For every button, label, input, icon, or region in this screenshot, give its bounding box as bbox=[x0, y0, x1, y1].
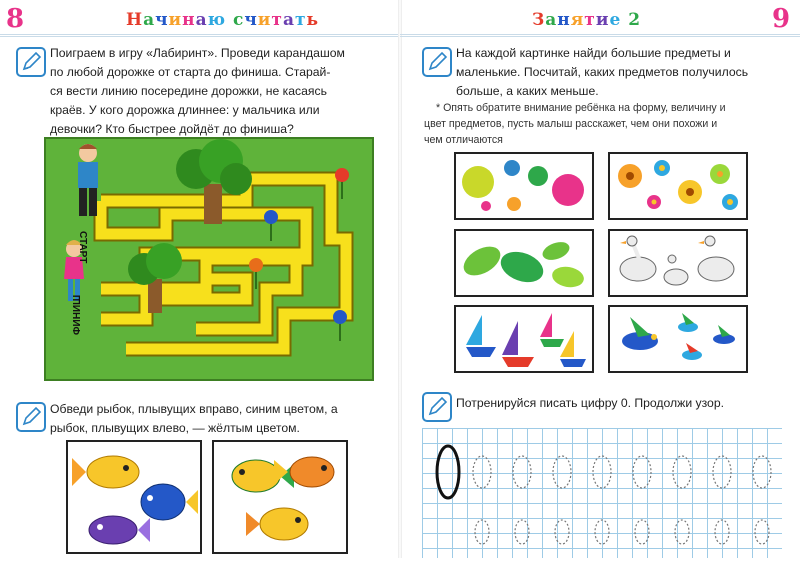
page-title-left bbox=[126, 10, 319, 30]
ruled-line bbox=[0, 34, 400, 35]
ball-icon bbox=[552, 174, 584, 206]
parent-note: * Опять обратите внимание ребёнка на форму, величину и цвет предметов, пусть малыш расскажет, чем они похожи и чем отличаются bbox=[424, 102, 726, 146]
fish-icon bbox=[72, 456, 139, 488]
page-title-right bbox=[532, 10, 641, 30]
birds-box bbox=[608, 305, 748, 373]
geese-box bbox=[608, 229, 748, 297]
balls-box bbox=[454, 152, 594, 220]
zero-pattern bbox=[422, 428, 782, 558]
goose-icon bbox=[620, 236, 656, 281]
fish-icon bbox=[141, 484, 198, 520]
sailboat-icon bbox=[560, 331, 586, 367]
title-letter: а bbox=[545, 10, 558, 30]
fish-icon bbox=[89, 516, 150, 544]
left-page bbox=[0, 0, 400, 558]
title-letter: а bbox=[282, 10, 295, 30]
task-pencil-icon bbox=[422, 392, 452, 422]
title-letter: ь bbox=[306, 10, 320, 30]
page-number-left: 8 bbox=[6, 4, 25, 34]
task-pencil-icon bbox=[16, 402, 46, 432]
title-letter: т bbox=[294, 10, 307, 30]
title-letter: и bbox=[168, 10, 183, 30]
fish-box-2 bbox=[212, 440, 348, 554]
title-letter: и bbox=[257, 10, 272, 30]
task1-text: Поиграем в игру «Лабиринт». Проведи карандашом по любой дорожке от старта до финиша. Старай- ся вести линию посередине дорожки, не касаясь краёв. У кого дорожка длиннее: у мальчика или девочки? Кто быстрее дойдёт до финиша? bbox=[50, 46, 345, 136]
bird-icon bbox=[622, 317, 658, 350]
ball-icon bbox=[462, 166, 494, 198]
sailboat-icon bbox=[502, 321, 534, 367]
goose-icon bbox=[664, 255, 688, 285]
flower-icon bbox=[654, 160, 670, 176]
bird-icon bbox=[682, 343, 702, 360]
writing-grid bbox=[422, 428, 782, 558]
fish-icon bbox=[246, 508, 308, 540]
leaf-icon bbox=[497, 246, 548, 287]
flower-icon bbox=[647, 195, 661, 209]
flower-icon bbox=[678, 180, 702, 204]
task1-text: На каждой картинке найди большие предметы и маленькие. Посчитай, каких предметов получилось больше, а каких меньше. bbox=[456, 46, 749, 98]
title-letter: а bbox=[143, 10, 156, 30]
zero-sample bbox=[437, 446, 459, 498]
flower-icon bbox=[618, 164, 642, 188]
flower-icon bbox=[710, 164, 730, 184]
title-letter: ч bbox=[155, 10, 169, 30]
task-pencil-icon bbox=[422, 47, 452, 77]
fish-box-1 bbox=[66, 440, 202, 554]
bird-icon bbox=[713, 325, 735, 344]
maze bbox=[44, 137, 374, 381]
maze-start-label: СТАРТ bbox=[77, 231, 88, 264]
fish-icon bbox=[274, 457, 334, 487]
sailboat-icon bbox=[540, 313, 564, 347]
flower-icon bbox=[333, 310, 347, 341]
boy-figure bbox=[78, 144, 98, 216]
flowers-box bbox=[608, 152, 748, 220]
title-letter: З bbox=[532, 10, 546, 30]
goose-icon bbox=[698, 236, 734, 281]
flower-icon bbox=[264, 210, 278, 241]
title-letter: н bbox=[182, 10, 196, 30]
fish-icon bbox=[232, 460, 294, 492]
ball-icon bbox=[528, 166, 548, 186]
flower-icon bbox=[722, 194, 738, 210]
ruled-line bbox=[400, 34, 800, 35]
title-letter: н bbox=[557, 10, 571, 30]
task-pencil-icon bbox=[16, 47, 46, 77]
title-letter: а bbox=[195, 10, 208, 30]
title-letter: с bbox=[232, 10, 245, 30]
title-letter: я bbox=[570, 10, 585, 30]
task2-text: Обведи рыбок, плывущих вправо, синим цветом, а рыбок, плывущих влево, — жёлтым цветом. bbox=[50, 402, 338, 435]
page-number-right: 9 bbox=[772, 4, 791, 34]
title-letter: т bbox=[584, 10, 596, 30]
maze-illustration bbox=[46, 139, 372, 379]
title-letter: Н bbox=[126, 10, 144, 30]
title-letter: т bbox=[271, 10, 283, 30]
title-letter: е bbox=[609, 10, 622, 30]
title-letter: и bbox=[595, 10, 610, 30]
ball-icon bbox=[507, 197, 521, 211]
title-letter: 2 bbox=[628, 10, 642, 30]
bird-icon bbox=[678, 313, 698, 332]
ruled-line bbox=[0, 36, 400, 37]
title-letter: ю bbox=[207, 10, 227, 30]
ruled-line bbox=[400, 36, 800, 37]
maze-finish-label: ФИНИШ bbox=[72, 294, 83, 335]
leaf-icon bbox=[551, 264, 586, 289]
ball-icon bbox=[481, 201, 491, 211]
title-letter: ч bbox=[244, 10, 258, 30]
sailboat-icon bbox=[466, 315, 496, 357]
leaf-icon bbox=[459, 241, 506, 282]
title-letter bbox=[226, 10, 233, 30]
boats-box bbox=[454, 305, 594, 373]
task2-text: Потренируйся писать цифру 0. Продолжи узор. bbox=[456, 396, 724, 410]
ball-icon bbox=[504, 160, 520, 176]
leaves-box bbox=[454, 229, 594, 297]
leaf-icon bbox=[540, 239, 572, 264]
